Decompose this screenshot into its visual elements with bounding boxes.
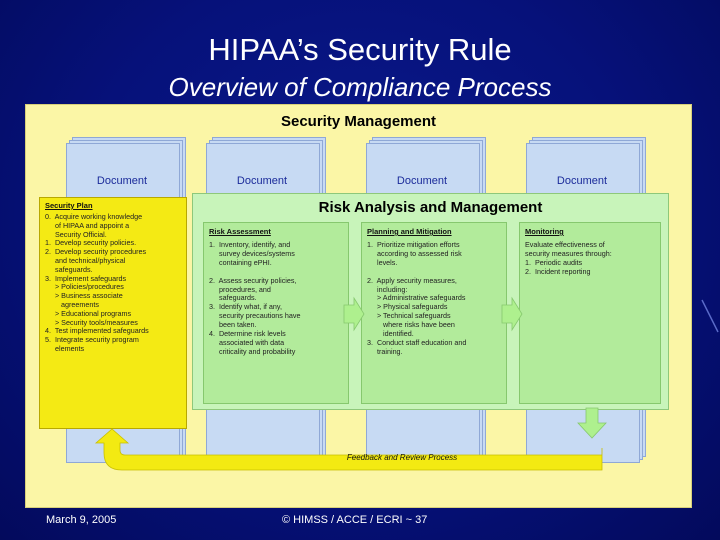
monitoring-title: Monitoring [525,227,564,236]
arrow-monitoring-down [578,408,606,438]
feedback-arrow [96,429,602,470]
risk-assessment-title: Risk Assessment [209,227,271,236]
slide-subtitle: Overview of Compliance Process [168,72,552,102]
risk-assessment-text: 1. Inventory, identify, and survey devices/systems containing ePHI. 2. Assess security policies, procedures, and safeguards. 3. Identify what, if any, security precautions have been taken. 4. Determine risk levels associated with data criticality and probability [209,240,301,356]
planning-mitigation-title: Planning and Mitigation [367,227,452,236]
security-plan-box [39,197,187,429]
footer-date: March 9, 2005 [46,514,117,526]
arrow-planning-to-monitoring [502,298,522,330]
risk-analysis-title: Risk Analysis and Management [318,199,543,216]
document-label: Document [396,175,448,187]
decorative-line [700,298,720,338]
document-label: Document [96,175,148,187]
slide-title: HIPAA’s Security Rule [208,32,512,67]
feedback-review-label: Feedback and Review Process [346,453,458,462]
security-management-title: Security Management [280,113,437,130]
document-label: Document [236,175,288,187]
arrow-risk-to-planning [344,298,364,330]
security-plan-text: 0. Acquire working knowledge of HIPAA and appoint a Security Official. 1. Develop security policies. 2. Develop security procedures and technical/physical safeguards. 3. Implement safeguards > Policies/procedures > Business associate agreements > Educational programs > Security tools/measures 4. Test implemented safeguards 5. Integrate security program elements [45,212,149,353]
planning-mitigation-text: 1. Prioritize mitigation efforts according to assessed risk levels. 2. Apply security measures, including: > Administrative safeguards > Physical safeguards > Technical safeguards where risks have been identified. 3. Conduct staff education and training. [367,240,467,356]
document-label: Document [556,175,608,187]
security-plan-title: Security Plan [45,201,93,210]
diagram-panel [25,104,692,508]
footer-copyright: © HIMSS / ACCE / ECRI ~ 37 [282,514,428,526]
monitoring-text: Evaluate effectiveness of security measures through: 1. Periodic audits 2. Incident reporting [525,240,612,276]
